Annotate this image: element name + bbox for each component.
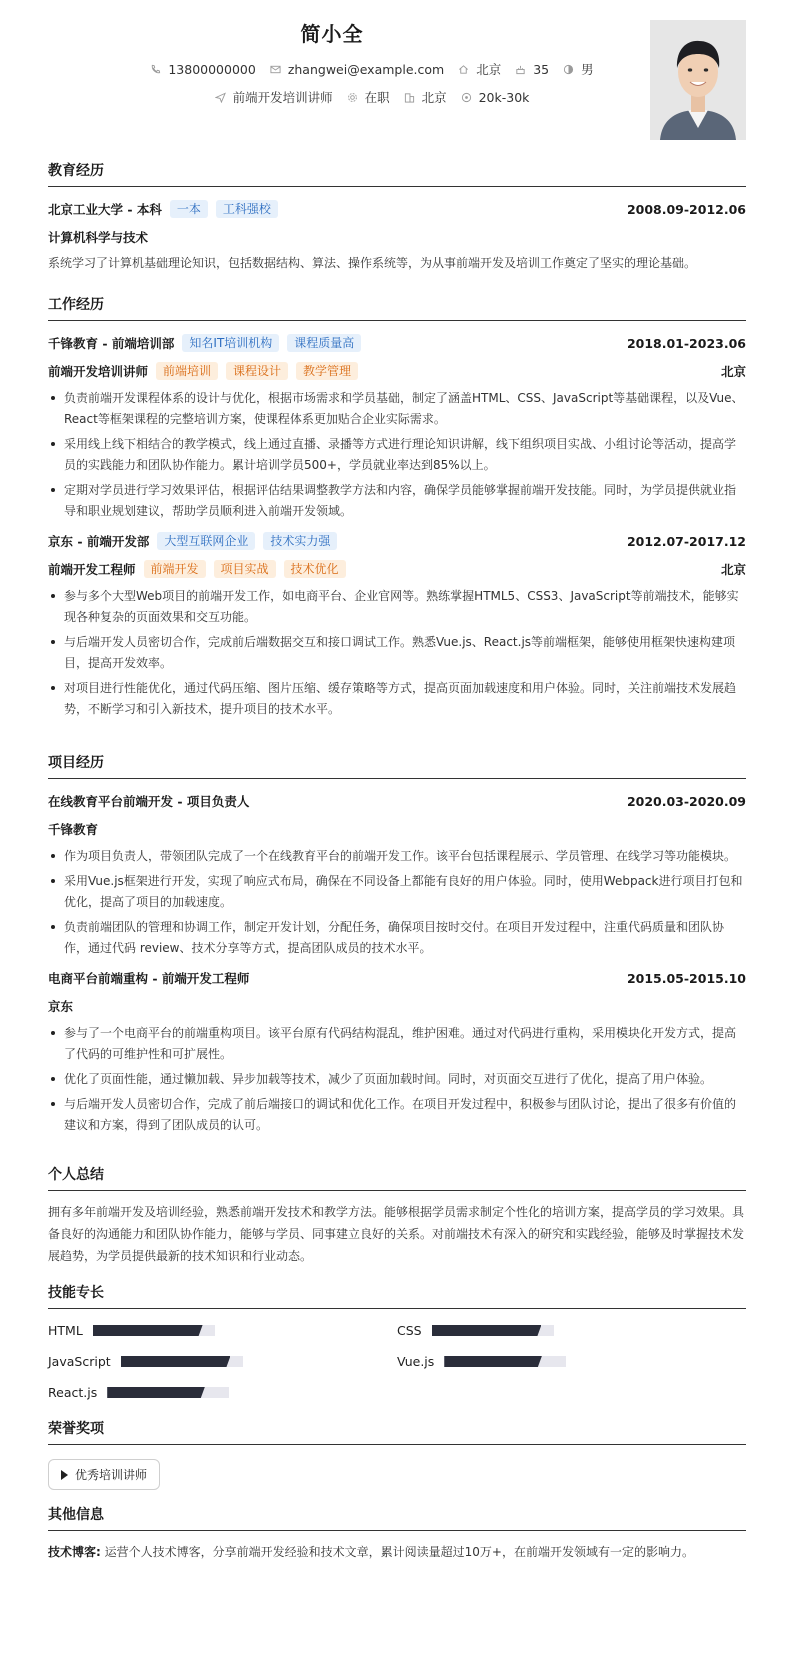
work-bullets	[48, 388, 746, 522]
cake-icon	[515, 64, 526, 75]
job-intent-row	[118, 88, 626, 106]
list-item: 参与多个大型Web项目的前端开发工作，如电商平台、企业官网等。熟练掌握HTML5、CSS3、JavaScript等前端技术，能够实现各种复杂的页面效果和交互功能。	[64, 586, 746, 628]
building-icon	[404, 92, 415, 103]
mail-icon	[270, 64, 281, 75]
role-tag: 项目实战	[214, 560, 276, 578]
project-date: 2015.05-2015.10	[626, 970, 746, 986]
work-entry	[48, 334, 746, 522]
skill-name: CSS	[397, 1323, 422, 1338]
skill-bar-fill	[432, 1325, 542, 1336]
skill-item	[48, 1354, 397, 1369]
phone-item	[150, 62, 255, 77]
project-bullets	[48, 846, 746, 959]
work-company-row	[48, 532, 746, 550]
resume-header	[48, 0, 746, 150]
list-item: 与后端开发人员密切合作，完成前后端数据交互和接口调试工作。熟悉Vue.js、React.js等前端框架，能够使用框架快速构建项目，提高开发效率。	[64, 632, 746, 674]
skill-bar	[432, 1325, 554, 1336]
project-row	[48, 792, 746, 810]
list-item: 参与了一个电商平台的前端重构项目。该平台原有代码结构混乱，维护困难。通过对代码进行重构，采用模块化开发方式，提高了代码的可维护性和可扩展性。	[64, 1023, 746, 1065]
education-section	[48, 160, 746, 274]
role-tag: 教学管理	[296, 362, 358, 380]
summary-text: 拥有多年前端开发及培训经验，熟悉前端开发技术和教学方法。能够根据学员需求制定个性化的培训方案，提高学员的学习效果。具备良好的沟通能力和团队协作能力，能够与学员、同事建立良好的关系。对前端技术有深入的研究和实践经验，能够及时掌握技术发展趋势，为学员提供最新的技术知识和行业动态。	[48, 1205, 745, 1263]
home-icon	[458, 64, 469, 75]
status-item	[347, 88, 390, 106]
work-location: 北京	[720, 364, 746, 379]
age-item	[515, 62, 549, 77]
work-date: 2018.01-2023.06	[626, 335, 746, 351]
summary-title: 个人总结	[48, 1164, 746, 1191]
gender-text: 男	[581, 62, 594, 77]
skill-name: React.js	[48, 1385, 98, 1400]
skill-item	[48, 1385, 397, 1400]
avatar-photo	[650, 20, 746, 140]
coin-icon	[461, 92, 472, 103]
city-text: 北京	[476, 62, 502, 77]
role-name: 前端开发培训讲师	[48, 364, 149, 379]
age-text: 35	[533, 61, 550, 77]
company-name: 千锋教育 - 前端培训部	[48, 336, 175, 351]
education-desc: 系统学习了计算机基础理论知识，包括数据结构、算法、操作系统等，为从事前端开发及培训工作奠定了坚实的理论基础。	[48, 256, 697, 270]
major: 计算机科学与技术	[48, 230, 149, 245]
award-label: 优秀培训讲师	[75, 1468, 148, 1482]
send-icon	[215, 92, 226, 103]
skill-bar	[93, 1325, 215, 1336]
education-date: 2008.09-2012.06	[626, 201, 746, 217]
role-tag: 技术优化	[284, 560, 346, 578]
role-tag: 前端开发	[144, 560, 206, 578]
list-item: 与后端开发人员密切合作，完成了前后端接口的调试和优化工作。在项目开发过程中，积极参与团队讨论，提出了很多有价值的建议和方案，得到了团队成员的认可。	[64, 1094, 746, 1136]
list-item: 定期对学员进行学习效果评估，根据评估结果调整教学方法和内容，确保学员能够掌握前端开发技能。同时，为学员提供就业指导和职业规划建议，帮助学员顺利进入前端开发领域。	[64, 480, 746, 522]
school-name	[48, 200, 278, 218]
gear-icon	[347, 92, 358, 103]
role-name: 前端开发工程师	[48, 562, 136, 577]
school-label: 北京工业大学 - 本科	[48, 202, 162, 217]
summary-section	[48, 1164, 746, 1267]
project-row	[48, 969, 746, 987]
work-company	[48, 334, 361, 352]
role-tag: 前端培训	[156, 362, 218, 380]
skill-name: Vue.js	[397, 1354, 435, 1369]
project-bullets	[48, 1023, 746, 1136]
company-tag: 知名IT培训机构	[182, 334, 279, 352]
education-row	[48, 200, 746, 218]
other-label: 技术博客:	[48, 1545, 101, 1559]
work-company	[48, 532, 337, 550]
work-role-row	[48, 362, 746, 380]
awards-section	[48, 1418, 746, 1490]
education-title: 教育经历	[48, 160, 746, 187]
list-item: 负责前端团队的管理和协调工作，制定开发计划，分配任务，确保项目按时交付。在项目开发过程中，注重代码质量和团队协作，通过代码 review、技术分享等方式，提高团队成员的技术水平。	[64, 917, 746, 959]
skill-name: HTML	[48, 1323, 83, 1338]
awards-title: 荣誉奖项	[48, 1418, 746, 1445]
skill-bar	[444, 1356, 566, 1367]
contact-row	[118, 60, 626, 78]
email-text: zhangwei@example.com	[287, 61, 445, 77]
skill-item	[48, 1323, 397, 1338]
gender-icon	[563, 64, 574, 75]
skills-grid	[48, 1323, 746, 1400]
skills-title: 技能专长	[48, 1282, 746, 1309]
phone-icon	[150, 64, 161, 75]
company-name: 京东 - 前端开发部	[48, 534, 150, 549]
phone-text: 13800000000	[168, 61, 256, 77]
skill-bar-fill	[121, 1356, 231, 1367]
target-job-text: 前端开发培训讲师	[232, 90, 333, 105]
work-title: 工作经历	[48, 294, 746, 321]
work-role-row	[48, 560, 746, 578]
company-tag: 大型互联网企业	[157, 532, 255, 550]
project-entry	[48, 792, 746, 959]
salary-text: 20k-30k	[478, 89, 530, 105]
projects-title: 项目经历	[48, 752, 746, 779]
skills-section	[48, 1282, 746, 1400]
other-info	[48, 1543, 746, 1560]
work-company-row	[48, 334, 746, 352]
email-item	[270, 62, 444, 77]
project-date: 2020.03-2020.09	[626, 793, 746, 809]
skill-item	[397, 1354, 746, 1369]
project-name: 电商平台前端重构 - 前端开发工程师	[48, 971, 250, 986]
skill-name: JavaScript	[48, 1354, 111, 1369]
list-item: 负责前端开发课程体系的设计与优化，根据市场需求和学员基础，制定了涵盖HTML、CSS、JavaScript等基础课程，以及Vue、React等框架课程的完整培训方案，使课程体系更加贴合企业实际需求。	[64, 388, 746, 430]
salary-item	[461, 90, 530, 105]
list-item: 作为项目负责人，带领团队完成了一个在线教育平台的前端开发工作。该平台包括课程展示、学员管理、在线学习等功能模块。	[64, 846, 746, 867]
target-city-item	[404, 88, 447, 106]
school-tag: 工科强校	[216, 200, 278, 218]
skill-bar	[107, 1387, 229, 1398]
status-text: 在职	[364, 90, 390, 105]
project-org: 千锋教育	[48, 822, 99, 837]
award-badge[interactable]	[48, 1459, 160, 1490]
work-section	[48, 294, 746, 724]
skill-bar-fill	[444, 1356, 542, 1367]
work-role	[48, 560, 346, 578]
other-section	[48, 1504, 746, 1560]
work-role	[48, 362, 358, 380]
skill-item	[397, 1323, 746, 1338]
list-item: 采用Vue.js框架进行开发，实现了响应式布局，确保在不同设备上都能有良好的用户体验。同时，使用Webpack进行项目打包和优化，提高了项目的加载速度。	[64, 871, 746, 913]
other-text: 运营个人技术博客，分享前端开发经验和技术文章，累计阅读量超过10万+，在前端开发领域有一定的影响力。	[104, 1545, 694, 1559]
city-item	[458, 60, 501, 78]
skill-bar-fill	[107, 1387, 205, 1398]
list-item: 对项目进行性能优化，通过代码压缩、图片压缩、缓存策略等方式，提高页面加载速度和用户体验。同时，关注前端技术发展趋势，不断学习和引入新技术，提升项目的技术水平。	[64, 678, 746, 720]
role-tag: 课程设计	[226, 362, 288, 380]
company-tag: 课程质量高	[287, 334, 361, 352]
play-icon	[61, 1470, 68, 1480]
work-bullets	[48, 586, 746, 720]
work-entry	[48, 532, 746, 720]
target-city-text: 北京	[421, 90, 447, 105]
project-name: 在线教育平台前端开发 - 项目负责人	[48, 794, 250, 809]
other-title: 其他信息	[48, 1504, 746, 1531]
work-date: 2012.07-2017.12	[626, 533, 746, 549]
project-entry	[48, 969, 746, 1136]
gender-item	[563, 60, 594, 78]
list-item: 采用线上线下相结合的教学模式，线上通过直播、录播等方式进行理论知识讲解，线下组织项目实战、小组讨论等活动，提高学员的实践能力和团队协作能力。累计培训学员500+，学员就业率达到85%以上。	[64, 434, 746, 476]
target-job-item	[215, 88, 333, 106]
projects-section	[48, 752, 746, 1140]
work-location: 北京	[720, 562, 746, 577]
list-item: 优化了页面性能，通过懒加载、异步加载等技术，减少了页面加载时间。同时，对页面交互进行了优化，提高了用户体验。	[64, 1069, 746, 1090]
candidate-name: 简小全	[300, 22, 364, 46]
school-tag: 一本	[170, 200, 208, 218]
company-tag: 技术实力强	[263, 532, 337, 550]
skill-bar	[121, 1356, 243, 1367]
skill-bar-fill	[93, 1325, 203, 1336]
project-org: 京东	[48, 999, 74, 1014]
